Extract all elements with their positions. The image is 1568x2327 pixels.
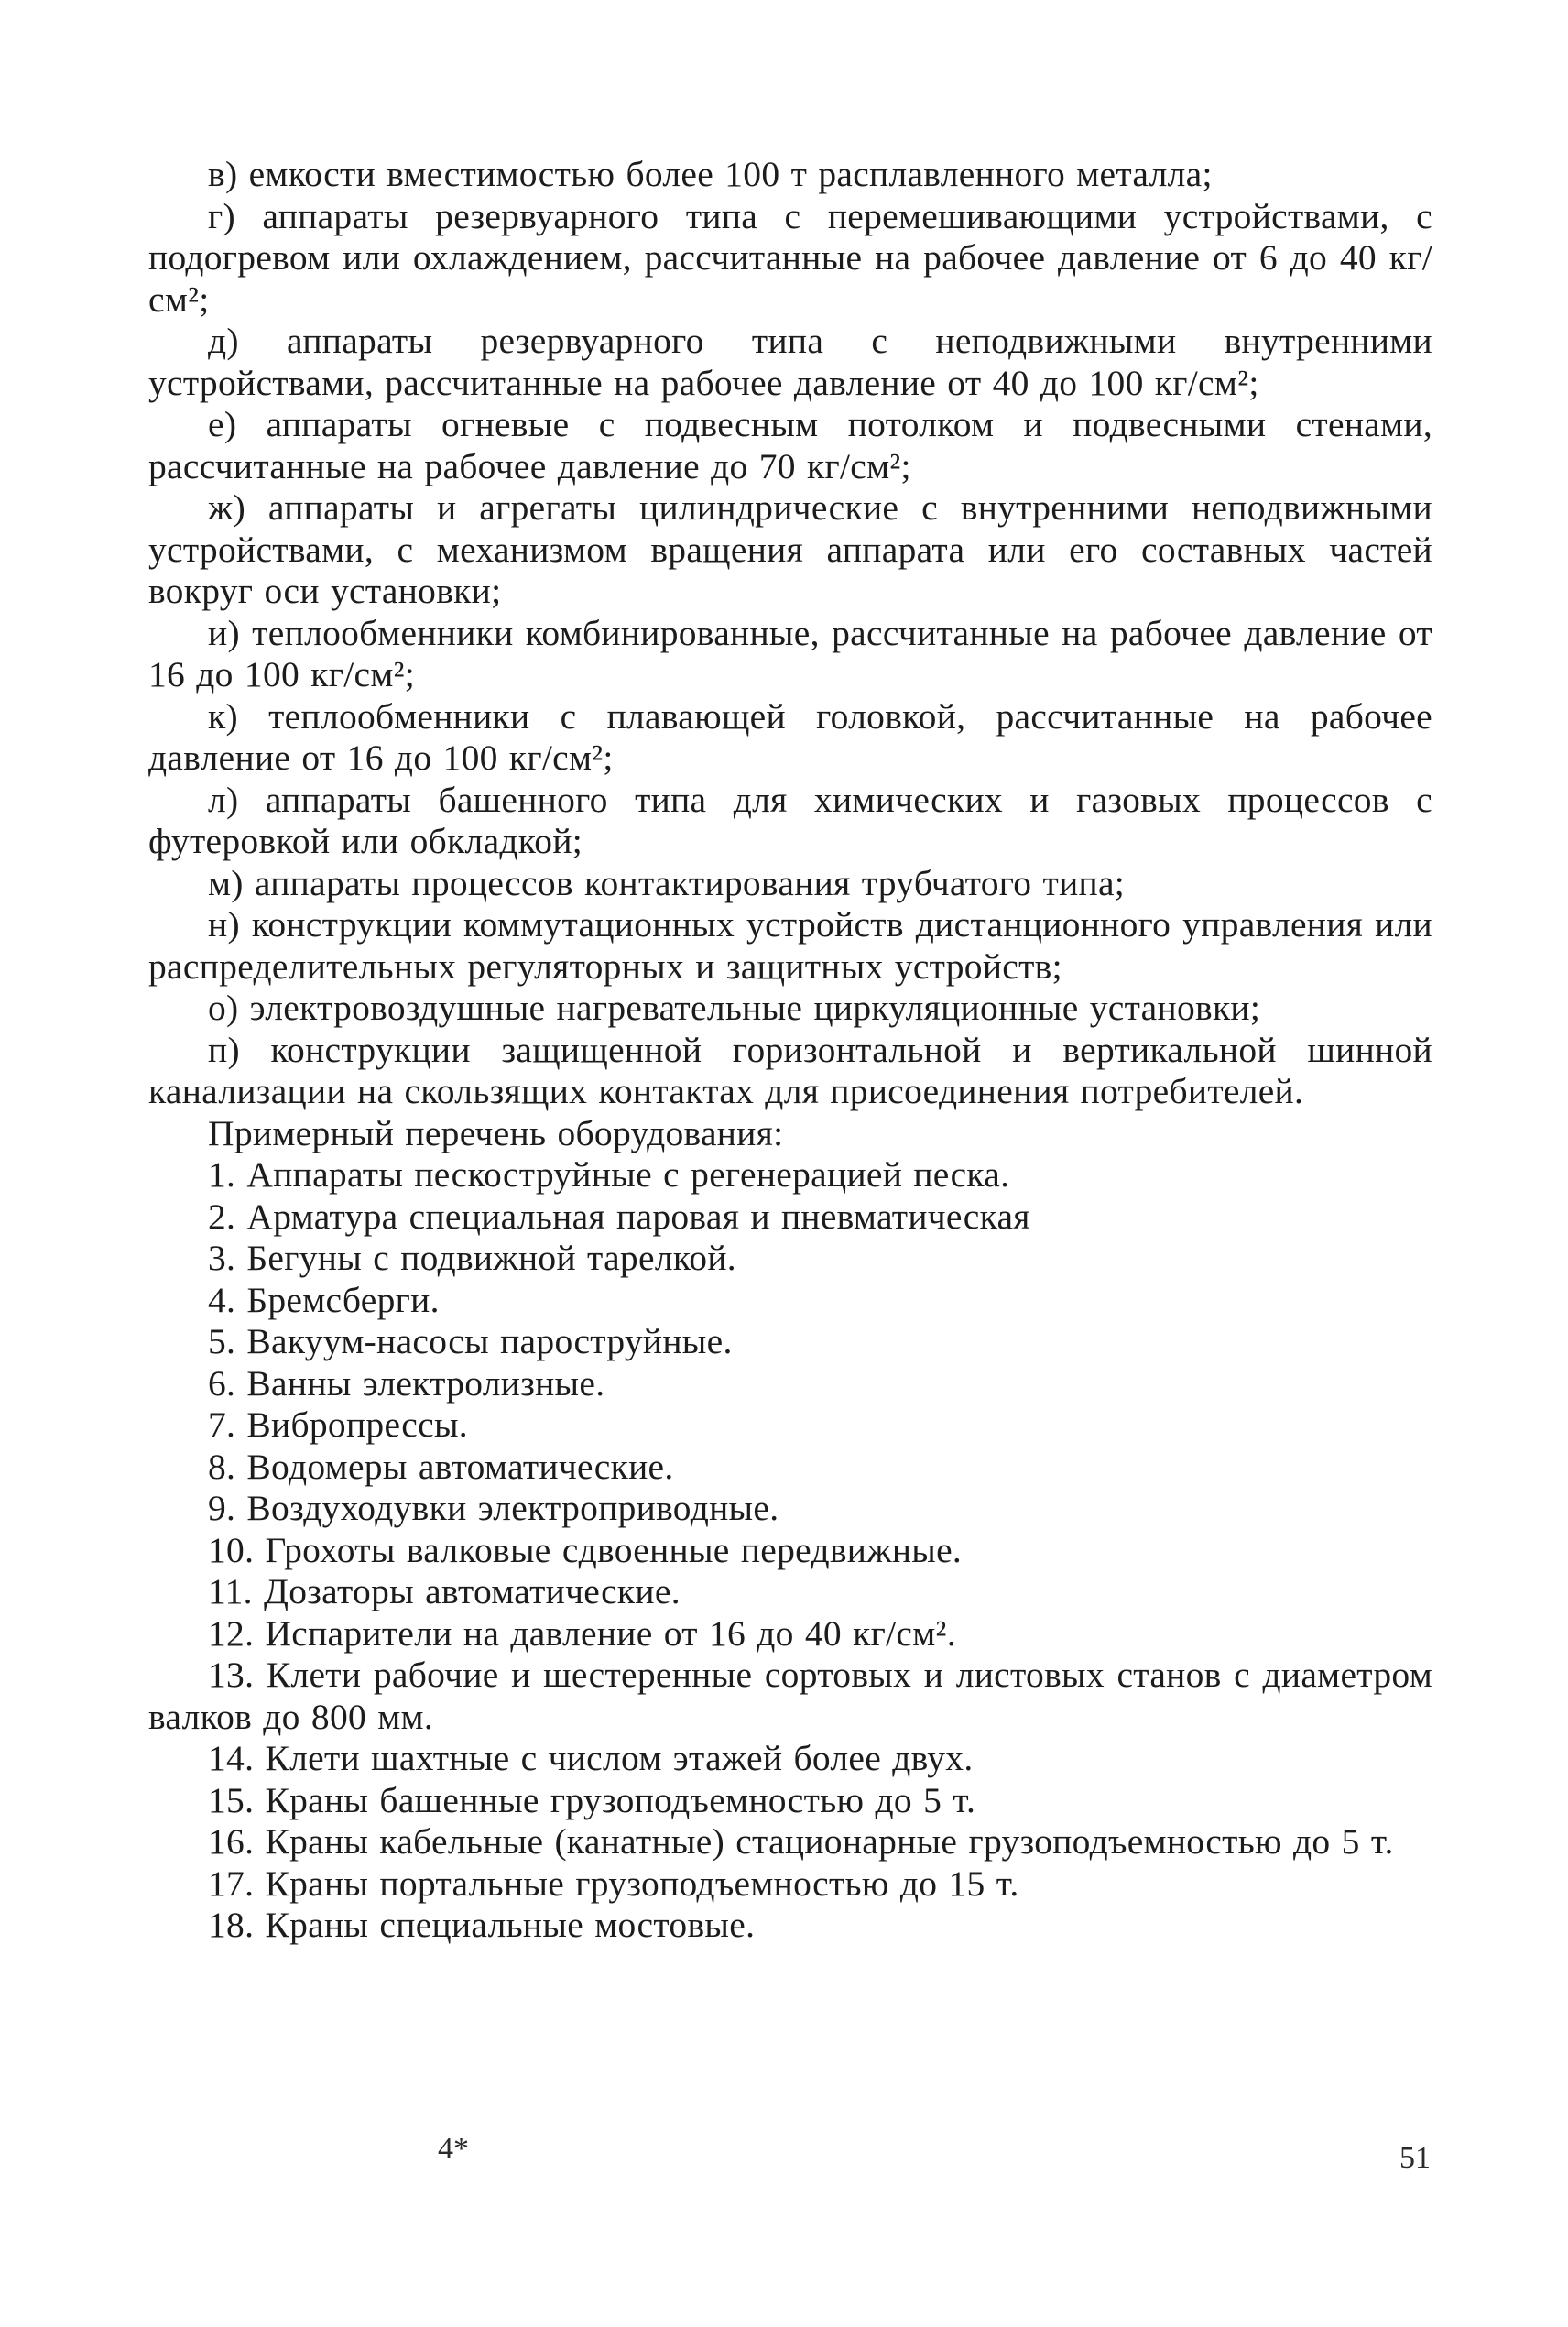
list-item: 5. Вакуум-насосы пароструйные. xyxy=(208,1321,733,1361)
paragraph-i: и) теплообменники комбинированные, рассчитанные на рабочее давление от 16 до 100 кг/см²; xyxy=(148,612,1432,694)
paragraph-m: м) аппараты процессов контактирования трубчатого типа; xyxy=(208,862,1126,903)
list-item: 15. Краны башенные грузоподъемностью до 5 т. xyxy=(208,1779,976,1820)
paragraph-p: п) конструкции защищенной горизонтальной и вертикальной шинной канализации на скользящих контактах для присоединения потребителей. xyxy=(148,1029,1432,1111)
list-item: 13. Клети рабочие и шестеренные сортовых и листовых станов с диаметром валков до 800 мм. xyxy=(148,1655,1432,1737)
page-body xyxy=(148,154,1432,1947)
list-item: 7. Вибропрессы. xyxy=(208,1404,468,1445)
paragraph-o: о) электровоздушные нагревательные циркуляционные установки; xyxy=(208,988,1261,1028)
list-item: 9. Воздуходувки электроприводные. xyxy=(208,1488,779,1528)
paragraph-v: в) емкости вместимостью более 100 т расплавленного металла; xyxy=(208,154,1213,194)
paragraph-k: к) теплообменники с плавающей головкой, рассчитанные на рабочее давление от 16 до 100 кг/см²; xyxy=(148,695,1432,778)
list-item: 12. Испарители на давление от 16 до 40 кг/см². xyxy=(208,1612,956,1654)
signature-mark: 4* xyxy=(438,2132,469,2166)
list-item: 3. Бегуны с подвижной тарелкой. xyxy=(208,1238,736,1278)
paragraph-l: л) аппараты башенного типа для химических и газовых процессов с футеровкой или обкладкой; xyxy=(148,779,1432,861)
paragraph-zh: ж) аппараты и агрегаты цилиндрические с внутренними неподвижными устройствами, с механизмом вращения аппарата или его составных частей вокруг оси установки; xyxy=(148,487,1432,611)
paragraph-g: г) аппараты резервуарного типа с перемешивающими устройствами, с подогревом или охлаждением, рассчитанные на рабочее давление от 6 до 40 кг/см²; xyxy=(148,195,1432,320)
list-item: 18. Краны специальные мостовые. xyxy=(208,1905,756,1945)
list-item: 4. Бремсберги. xyxy=(208,1279,440,1320)
list-item: 17. Краны портальные грузоподъемностью до 15 т. xyxy=(208,1863,1019,1904)
paragraph-e: е) аппараты огневые с подвесным потолком и подвесными стенами, рассчитанные на рабочее давление до 70 кг/см²; xyxy=(148,404,1432,486)
list-item: 2. Арматура специальная паровая и пневматическая xyxy=(208,1196,1030,1237)
list-item: 16. Краны кабельные (канатные) стационарные грузоподъемностью до 5 т. xyxy=(208,1821,1394,1862)
list-item: 6. Ванны электролизные. xyxy=(208,1362,605,1404)
list-item: 10. Грохоты валковые сдвоенные передвижные. xyxy=(208,1529,963,1570)
list-item: 11. Дозаторы автоматические. xyxy=(208,1571,681,1611)
list-heading: Примерный перечень оборудования: xyxy=(208,1112,784,1153)
page-number: 51 xyxy=(1399,2141,1431,2175)
paragraph-d: д) аппараты резервуарного типа с неподвижными внутренними устройствами, рассчитанные на рабочее давление от 40 до 100 кг/см²; xyxy=(148,321,1432,403)
list-item: 8. Водомеры автоматические. xyxy=(208,1446,674,1487)
paragraph-n: н) конструкции коммутационных устройств дистанционного управления или распределительных регуляторных и защитных устройств; xyxy=(148,904,1432,987)
list-item: 14. Клети шахтные с числом этажей более двух. xyxy=(208,1738,974,1778)
list-item: 1. Аппараты пескоструйные с регенерацией песка. xyxy=(208,1154,1010,1195)
